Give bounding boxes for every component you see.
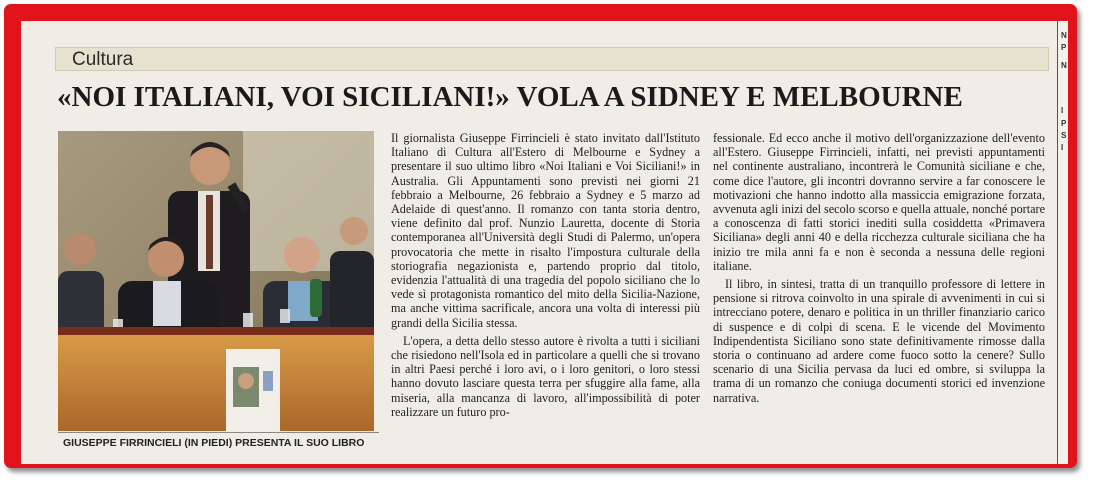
photo-illustration [58,131,374,431]
section-label: Cultura [72,49,134,70]
adjacent-column-edge: N P N I P S I [1057,21,1068,464]
article-headline: «NOI ITALIANI, VOI SICILIANI!» VOLA A SIDNEY E MELBOURNE [57,81,963,113]
column-1-paragraph-1: Il giornalista Giuseppe Firrincieli è stato invitato dall'Istituto Italiano di Cultura all'Estero di Melbourne e Sydney a presentare il suo ultimo libro «Noi Italiani e Voi Siciliani!» in Australia. Gli Appuntamenti sono previsti nei giorni 21 febbraio a Melbourne, 26 febbraio a Sydney e 5 marzo ad Adelaide di quest'anno. Il romanzo con tanta storia dentro, viene definito dal prof. Nunzio Lauretta, docente di Storia contemporanea all'Università degli Studi di Palermo, un'opera provocatoria che mette in risalto l'impostura culturale della storiografia negazionista e, partendo proprio dal titolo, evidenzia l'attualità di una tragedia del popolo siciliano che lo vede sì protagonista romantico del mito della Sicilia-Nazione, ma anche vittima sacrificale, ancora una volta di interessi più grandi della Sicilia stessa. [391,131,700,330]
newspaper-clipping [21,21,1068,464]
column-2-paragraph-2: Il libro, in sintesi, tratta di un tranquillo professore di lettere in pensione si ritrova coinvolto in una spirale di avvenimenti in cui si intrecciano potere, denaro e politica in un thriller finanziario carico di suspence e di colpi di scena. E le vicende del Movimento Indipendentista Siciliano sono state definitivamente rimosse dalla storia o continuano ad ardere come fuoco sotto la cenere? Sullo scenario di una Sicilia pervasa da luci ed ombre, si sviluppa la trama di un romanzo che coniuga documenti storici ed invenzione narrativa. [713,277,1045,405]
section-rubric [55,47,1049,71]
article-column-1 [391,131,700,419]
column-1-paragraph-2: L'opera, a detta dello stesso autore è rivolta a tutti i siciliani che risiedono nell'Isola ed in particolare a quelli che si trovano in altri Paesi perché i loro avi, o i loro genitori, o loro stessi hanno dovuto lasciare questa terra per sfuggire alla fame, alla miseria, alla mancanza di lavoro, all'impossibilità di poter realizzare un futuro pro- [391,333,700,419]
article-column-2 [713,131,1045,405]
caption-rule [58,432,379,433]
event-photo [58,131,374,431]
red-frame [4,4,1077,468]
photo-caption: GIUSEPPE FIRRINCIELI (IN PIEDI) PRESENTA IL SUO LIBRO [63,437,365,449]
column-2-paragraph-1: fessionale. Ed ecco anche il motivo dell'organizzazione dell'evento all'Estero. Giuseppe Firrincieli, infatti, nei previsti appuntamenti nel continente australiano, incontrerà le Comunità siciliane e che, come dice l'autore, gli incontri dovranno servire a far conoscere le motivazioni che hanno indotto alla massiccia emigrazione forzata, avvenuta agli inizi del secolo scorso e quella attuale, nonché portare a conoscenza di fatti storici inediti sulla cosiddetta «Primavera Siciliana» degli anni 40 e della ricchezza culturale siciliana che ha inizio tre mila anni fa e non è seconda a nessuna delle regioni italiane. [713,131,1045,273]
